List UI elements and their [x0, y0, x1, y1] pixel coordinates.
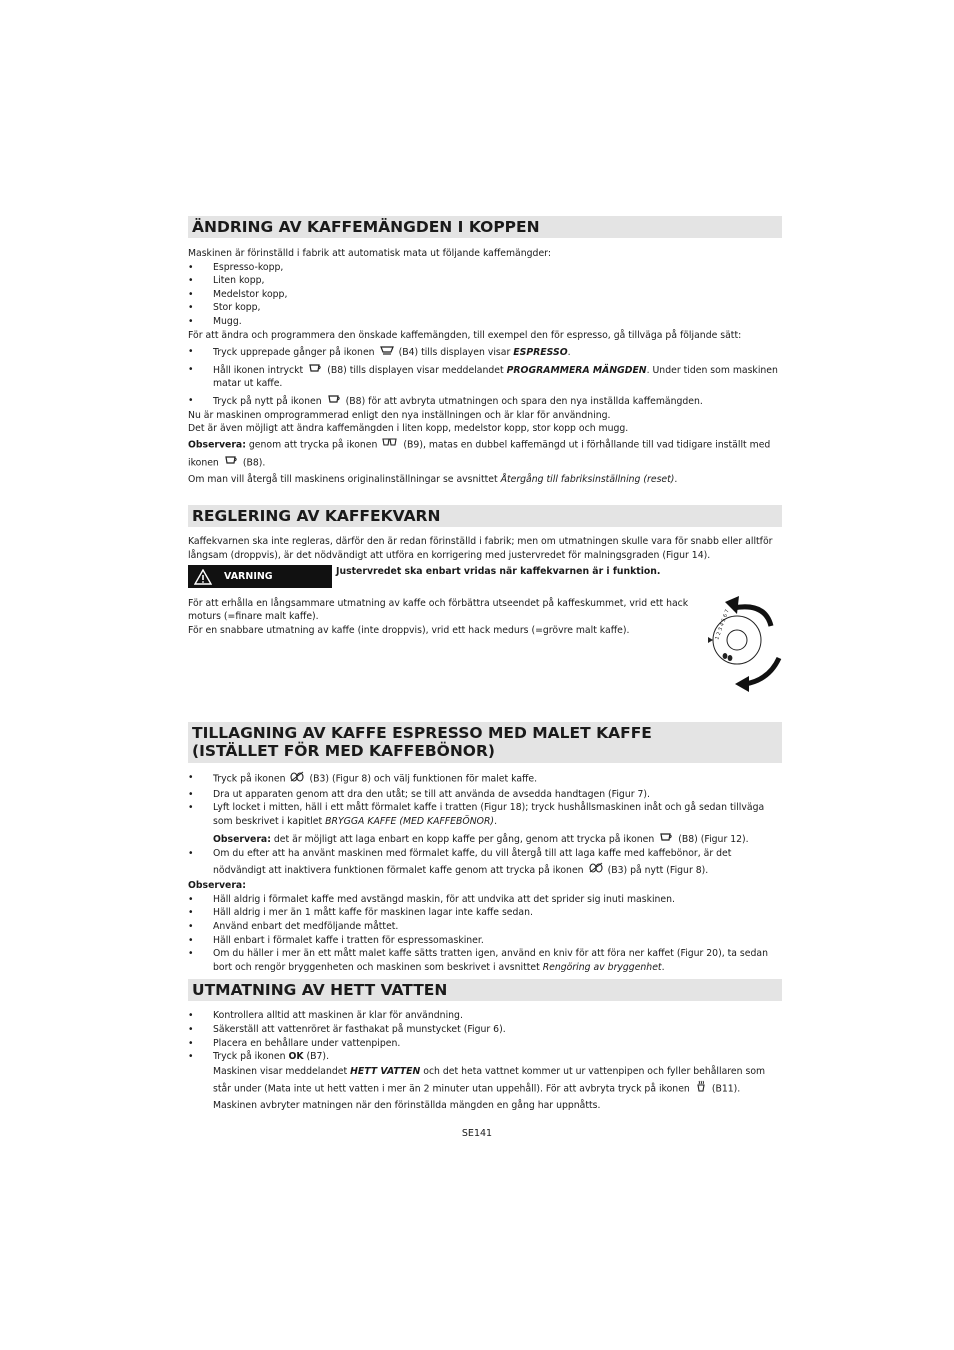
single-cup-icon	[224, 454, 238, 472]
hot-water-steps	[188, 1009, 782, 1113]
list-item: • Kontrollera alltid att maskinen är klar för användning.	[188, 1009, 782, 1023]
warning-triangle-icon	[194, 569, 212, 590]
cup-size-icon	[380, 345, 394, 360]
warning-text: Justervredet ska enbart vridas när kaffekvarnen är i funktion.	[336, 565, 661, 577]
note-paragraph: Observera: genom att trycka på ikonen (B9), matas en dubbel kaffemängd ut i förhållande till vad tidigare inställt med ikonen (B8).	[188, 436, 782, 473]
list-item: • Säkerställ att vattenröret är fasthakat på munstycket (Figur 6).	[188, 1023, 782, 1037]
list-item: Observera: det är möjligt att laga enbart en kopp kaffe per gång, genom att trycka på ikonen (B8) (Figur 12).	[213, 833, 749, 845]
content-column	[188, 216, 782, 1114]
list-item: • Stor kopp,	[188, 301, 782, 315]
list-item: • Tryck på ikonen (B3) (Figur 8) och välj funktionen för malet kaffe.	[188, 771, 782, 787]
list-item: • Tryck på ikonen OK (B7).	[188, 1050, 782, 1064]
double-cup-icon	[382, 436, 398, 454]
ground-coffee-icon	[589, 862, 603, 879]
list-item: • Tryck på nytt på ikonen (B8) för att avbryta utmatningen och spara den nya inställda kaffemängden.	[188, 394, 782, 409]
paragraph: För en snabbare utmatning av kaffe (inte droppvis), vrid ett hack medurs (=grövre malt kaffe).	[188, 624, 630, 636]
list-item: • Håll ikonen intryckt (B8) tills displayen visar meddelandet PROGRAMMERA MÄNGDEN. Under tiden som maskinen matar ut kaffe.	[188, 363, 782, 391]
list-item: • Häll enbart i förmalet kaffe i tratten för espressomaskiner.	[188, 934, 782, 948]
list-item: • Använd enbart det medföljande måttet.	[188, 920, 782, 934]
single-cup-icon	[308, 363, 322, 378]
list-item: Maskinen visar meddelandet HETT VATTEN och det heta vattnet kommer ut ur vattenpipen och fyller behållaren som står under (Mata inte ut hett vatten i mer än 2 minuter utan uppehåll). För att avbryta tryck på ikonen (B11). Maskinen avbryter matningen när den förinställda mängden en gång har uppnåtts.	[213, 1065, 766, 1111]
paragraph: För att erhålla en långsammare utmatning av kaffe och förbättra utseendet på kaffeskummet, vrid ett hack moturs (=finare malt kaffe).	[188, 597, 689, 623]
list-item: • Medelstor kopp,	[188, 288, 782, 302]
page-number: SE141	[461, 1128, 493, 1139]
paragraph: Det är även möjligt att ändra kaffemängden i liten kopp, medelstor kopp, stor kopp och mugg.	[188, 423, 629, 435]
paragraph: Nu är maskinen omprogrammerad enligt den nya inställningen och är klar för användning.	[188, 409, 611, 421]
hot-water-icon	[695, 1080, 707, 1098]
list-item: • Häll aldrig i förmalet kaffe med avstängd maskin, för att undvika att det sprider sig inuti maskinen.	[188, 893, 782, 907]
paragraph: Maskinen är förinställd i fabrik att automatisk mata ut följande kaffemängder:	[188, 248, 551, 259]
list-item: • Liten kopp,	[188, 274, 782, 288]
grinder-dial-figure	[699, 592, 789, 696]
list-item: • Placera en behållare under vattenpipen.	[188, 1037, 782, 1051]
section-heading-grinder: REGLERING AV KAFFEKVARN	[188, 505, 782, 527]
programming-steps	[188, 345, 782, 408]
section-heading-coffee-amount: ÄNDRING AV KAFFEMÄNGDEN I KOPPEN	[188, 216, 782, 238]
warning-badge	[188, 565, 332, 588]
warning-label: VARNING	[224, 570, 273, 582]
paragraph: Kaffekvarnen ska inte regleras, därför den är redan förinställd i fabrik; men om utmatningen skulle vara för snabb eller alltför långsam (droppvis), är det nödvändigt att utföra en korrigering med justervredet för malningsgraden (Figur 14).	[188, 536, 773, 561]
list-item: • Dra ut apparaten genom att dra den utåt; se till att använda de avsedda handtagen (Figur 7).	[188, 788, 782, 802]
ground-coffee-icon	[290, 771, 304, 787]
paragraph: Om man vill återgå till maskinens originalinställningar se avsnittet Återgång till fabriksinställning (reset).	[188, 473, 678, 485]
note-heading: Observera:	[188, 880, 246, 892]
note-list	[188, 893, 782, 975]
list-item: • Espresso-kopp,	[188, 261, 782, 275]
list-item: • Om du häller i mer än ett mått malet kaffe sätts tratten igen, använd en kniv för att föra ner kaffet (Figur 20), ta sedan bort och rengör bryggenheten och maskinen som beskrivet i avsnittet Rengöring av bryggenhet.	[188, 947, 782, 974]
list-item: • Lyft locket i mitten, häll i ett mått förmalet kaffe i tratten (Figur 18); tryck hushållsmaskinen inåt och gå sedan tillväga som beskrivet i kapitlet BRYGGA KAFFE (MED KAFFEBÖNOR).	[188, 801, 782, 828]
single-cup-icon	[659, 832, 673, 847]
paragraph: För att ändra och programmera den önskade kaffemängden, till exempel den för espresso, gå tillväga på följande sätt:	[188, 329, 742, 341]
warning-row	[188, 565, 782, 589]
list-item: • Mugg.	[188, 315, 782, 329]
list-item: • Tryck upprepade gånger på ikonen (B4) tills displayen visar ESPRESSO.	[188, 345, 782, 360]
list-item: • Om du efter att ha använt maskinen med förmalet kaffe, du vill återgå till att laga kaffe med kaffebönor, är det nödvändigt att inaktivera funktionen förmalet kaffe genom att trycka på ikonen (B3) på nytt (Figur 8).	[188, 846, 782, 879]
cup-list	[188, 261, 782, 329]
ground-coffee-steps	[188, 771, 782, 879]
section-heading-hot-water: UTMATNING AV HETT VATTEN	[188, 979, 782, 1001]
single-cup-icon	[327, 394, 341, 409]
list-item: • Häll aldrig i mer än 1 mått kaffe för maskinen lagar inte kaffe sedan.	[188, 906, 782, 920]
section-heading-ground-coffee: TILLAGNING AV KAFFE ESPRESSO MED MALET KAFFE (ISTÄLLET FÖR MED KAFFEBÖNOR)	[188, 722, 782, 763]
dial-digits: 1 2 3 4 5 6 7	[714, 608, 731, 641]
